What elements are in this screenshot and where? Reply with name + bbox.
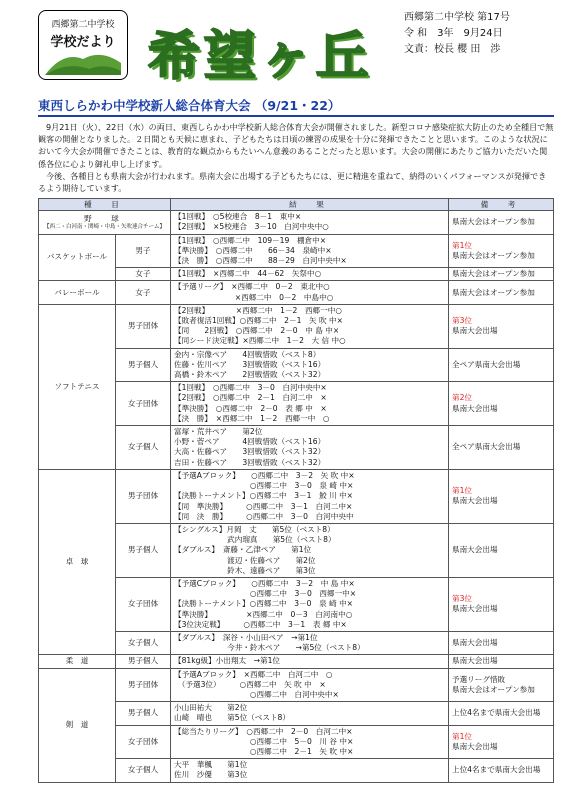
rank-label: 第3位 — [452, 594, 473, 604]
category-cell: 男子個人 — [116, 655, 171, 668]
category-cell: 男子団体 — [116, 304, 171, 348]
note-cell — [449, 725, 554, 759]
note-cell — [449, 234, 554, 268]
note-cell: 上位4名まで県南大会出場 — [449, 702, 554, 725]
issue-date: 令 和 3年 9月24日 — [404, 28, 503, 39]
table-row — [39, 668, 554, 702]
table-row — [39, 348, 554, 382]
result-cell: 【1回戦】 ○西郷二中 3－0 白河中央中× 【2回戦】 ○西郷二中 2－1 白河二中 × 【準決勝】 ○西郷二中 2－0 表 郷 中 × 【決 勝】 ×西郷二中 1－2 西郷一中 ○ — [171, 382, 449, 426]
note-text: 県南大会はオープン参加 — [452, 250, 535, 260]
issue-info — [404, 10, 554, 58]
table-row — [39, 469, 554, 523]
category-cell: 男子団体 — [116, 668, 171, 702]
category-cell: 女子 — [116, 281, 171, 304]
logo-school-name: 西郷第二中学校 — [51, 20, 115, 30]
sport-kendo: 剣 道 — [39, 668, 116, 782]
header-note: 備 考 — [449, 199, 554, 211]
article-body — [38, 121, 554, 194]
results-table — [38, 198, 554, 782]
note-cell: 県南大会はオープン参加 — [449, 211, 554, 234]
note-cell — [449, 304, 554, 348]
logo-newsletter-name: 学校だより — [50, 35, 116, 50]
note-text: 県南大会出場 — [452, 403, 498, 413]
sport-judo: 柔 道 — [39, 655, 116, 668]
note-text: 県南大会出場 — [452, 326, 498, 336]
sport-volleyball: バレーボール — [39, 281, 116, 304]
category-cell: 女子団体 — [116, 382, 171, 426]
rank-label: 第1位 — [452, 240, 473, 250]
note-cell: 県南大会出場 — [449, 631, 554, 654]
note-cell — [449, 469, 554, 523]
note-cell: 全ペア県南大会出場 — [449, 426, 554, 470]
table-row — [39, 426, 554, 470]
result-cell: 金内・宗像ペア 4回戦惜敗（ベスト8） 佐藤・佐川ペア 3回戦惜敗（ベスト16） 高橋・鈴木ペア 2回戦惜敗（ベスト32） — [171, 348, 449, 382]
category-cell: 女子 — [116, 268, 171, 281]
result-cell: 富塚・荒井ペア 第2位 小野・菅ペア 4回戦惜敗（ベスト16） 大高・佐藤ペア 3回戦惜敗（ベスト32） 吉田・佐藤ペア 3回戦惜敗（ベスト32） — [171, 426, 449, 470]
sport-tabletennis: 卓 球 — [39, 469, 116, 654]
result-cell: 【2回戦】 ×西郷二中 1－2 西郷一中○ 【敗者復活1回戦】○西郷二中 2－1 矢 吹 中× 【同 2回戦】 ○西郷二中 2－0 中 島 中× 【同シード決定戦】×西郷二中 1－2 大 信 中○ — [171, 304, 449, 348]
issue-author: 文責：校長 櫻 田 渉 — [404, 44, 501, 55]
sport-sublabel: 【西二・白河南・関崎・中島・矢吹連合チーム】 — [43, 224, 165, 231]
table-row — [39, 211, 554, 234]
rank-label: 第3位 — [452, 316, 473, 326]
table-header-row — [39, 199, 554, 211]
note-text: 県南大会出場 — [452, 604, 498, 614]
result-cell: 【1回戦】 ×西郷二中 44－62 矢祭中○ — [171, 268, 449, 281]
result-cell: 【予選Aブロック】 ×西郷二中 白河二中 ○ （予選3位） ○西郷二中 矢 吹 中 × ○西郷二中 白河中央中× — [171, 668, 449, 702]
category-cell: 男子個人 — [116, 523, 171, 577]
hills-icon — [45, 49, 121, 75]
category-cell: 男子 — [116, 234, 171, 268]
result-cell: 【ダブルス】 深谷・小山田ペア →第1位 今井・鈴木ペア →第5位（ベスト8） — [171, 631, 449, 654]
result-cell: 【1回戦】 ○5校連合 8－1 東中× 【2回戦】 ×5校連合 3－10 白河中央中○ — [171, 211, 449, 234]
header-result: 結 果 — [171, 199, 449, 211]
note-cell: 全ペア県南大会出場 — [449, 348, 554, 382]
sport-softtennis: ソフトテニス — [39, 304, 116, 469]
note-cell: 県南大会出場 — [449, 523, 554, 577]
sport-baseball — [39, 211, 171, 234]
category-cell: 男子個人 — [116, 348, 171, 382]
table-row — [39, 655, 554, 668]
article-paragraph-2: 今後、各種目とも県南大会が行われます。県南大会に出場する子どもたちには、更に精進を重ねて、納得のいくパフォーマンスが発揮できるよう期待しています。 — [38, 170, 547, 194]
issue-number: 西郷第二中学校 第17号 — [404, 12, 510, 23]
result-cell: 【81kg級】小出翔太 →第1位 — [171, 655, 449, 668]
table-row — [39, 702, 554, 725]
table-row — [39, 281, 554, 304]
table-row — [39, 577, 554, 631]
category-cell: 男子個人 — [116, 702, 171, 725]
note-cell — [449, 382, 554, 426]
result-cell: 【総当たりリーグ】 ○西郷二中 2－0 白河二中× ○西郷二中 5－0 川 谷 中× ○西郷二中 2－1 矢 吹 中× — [171, 725, 449, 759]
table-row — [39, 268, 554, 281]
table-row — [39, 382, 554, 426]
category-cell: 女子個人 — [116, 631, 171, 654]
sport-basketball: バスケットボール — [39, 234, 116, 281]
table-row — [39, 234, 554, 268]
header-event: 種 目 — [39, 199, 171, 211]
category-cell: 男子団体 — [116, 469, 171, 523]
note-cell: 県南大会はオープン参加 — [449, 268, 554, 281]
category-cell: 女子個人 — [116, 426, 171, 470]
result-cell: 大平 華楓 第1位 佐川 沙優 第3位 — [171, 759, 449, 782]
rank-label: 第2位 — [452, 393, 473, 403]
school-logo-box — [38, 10, 128, 80]
rank-label: 第1位 — [452, 731, 473, 741]
sport-label: 野 球 — [84, 213, 125, 223]
result-cell: 【予選Aブロック】 ○西郷二中 3－2 矢 吹 中× ○西郷二中 3－0 泉 崎 中× 【決勝トーナメント】○西郷二中 3－1 鮫 川 中× 【同 準決勝】 ○西郷二中 3－1 白河二中× 【同 決 勝】 ○西郷二中 3－0 白河中央中 — [171, 469, 449, 523]
article-paragraph-1: 9月21日（火）、22日（水）の両日、東西しらかわ中学校新人総合体育大会が開催されました。新型コロナ感染症拡大防止のため全種目で無観客の開催となりました。２日間とも天候に恵まれ、子どもたちは日頃の練習の成果を十分に発揮できたことと思います。このような状況において今大会が開催できたことは、教育的な観点からもたいへん意義のあることだったと思います。大会の開催にあたりご協力いただいた関係各位に心より御礼申し上げます。 — [38, 122, 554, 169]
category-cell: 女子団体 — [116, 725, 171, 759]
result-cell: 小山田祐大 第2位 山崎 晴也 第5位（ベスト8） — [171, 702, 449, 725]
rank-label: 第1位 — [452, 486, 473, 496]
category-cell: 女子団体 — [116, 577, 171, 631]
masthead-title: 希望ヶ丘 — [148, 26, 373, 87]
result-cell: 【予選Cブロック】 ○西郷二中 3－2 中 島 中× ○西郷二中 3－0 西郷一中× 【決勝トーナメント】○西郷二中 3－0 泉 崎 中× 【準決勝】 ×西郷二中 0－3 白河南中○ 【3位決定戦】 ○西郷二中 3－1 表 郷 中× — [171, 577, 449, 631]
category-cell: 女子個人 — [116, 759, 171, 782]
masthead-title-box — [134, 8, 404, 88]
note-cell: 県南大会出場 — [449, 655, 554, 668]
note-text: 県南大会出場 — [452, 741, 498, 751]
note-cell — [449, 577, 554, 631]
table-row — [39, 304, 554, 348]
note-text: 県南大会出場 — [452, 496, 498, 506]
newsletter-header — [38, 6, 554, 96]
table-row — [39, 631, 554, 654]
note-cell: 予選リーグ惜敗 県南大会はオープン参加 — [449, 668, 554, 702]
result-cell: 【シングルス】月岡 丈 第5位（ベスト8） 武内瑠真 第5位（ベスト8） 【ダブルス】 斎藤・乙津ペア 第1位 渡辺・佐藤ペア 第2位 鈴木、遠藤ペア 第3位 — [171, 523, 449, 577]
table-row — [39, 725, 554, 759]
result-cell: 【予選リーグ】 ×西郷二中 0－2 東北中○ ×西郷二中 0－2 中島中○ — [171, 281, 449, 304]
table-row — [39, 759, 554, 782]
note-cell: 県南大会はオープン参加 — [449, 281, 554, 304]
article-title: 東西しらかわ中学校新人総合体育大会 （9/21・22） — [38, 96, 554, 117]
result-cell: 【1回戦】 ○西郷二中 109－19 棚倉中× 【準決勝】 ○西郷二中 66－34 泉崎中× 【決 勝】 ○西郷二中 88－29 白河中央中× — [171, 234, 449, 268]
note-cell: 上位4名まで県南大会出場 — [449, 759, 554, 782]
table-row — [39, 523, 554, 577]
